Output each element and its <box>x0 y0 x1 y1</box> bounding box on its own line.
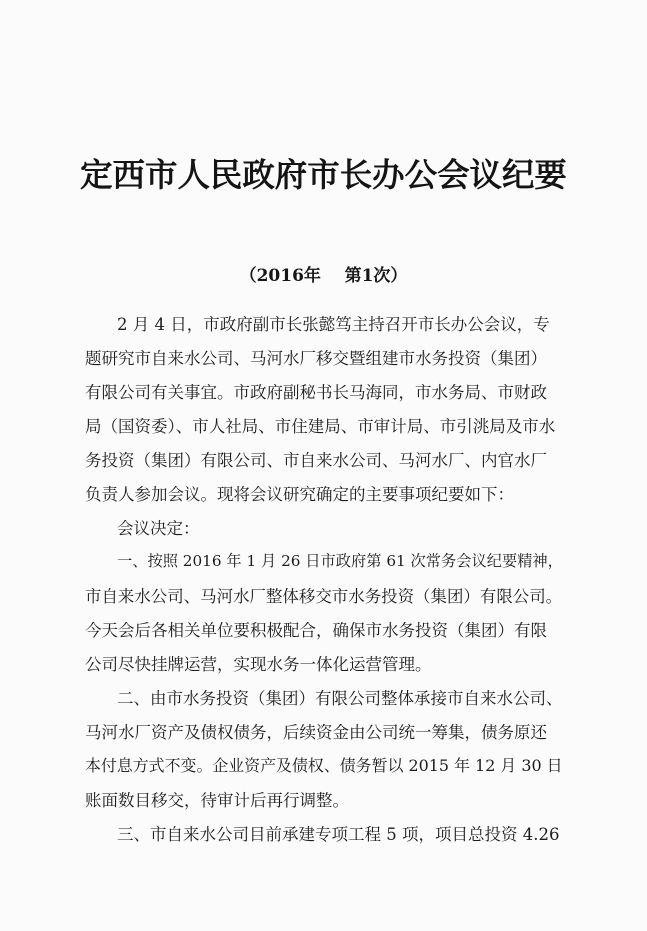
item-3-line-1: 三、市自来水公司目前承建专项工程 5 项，项目总投资 4.26 <box>117 825 560 844</box>
document-title: 定西市人民政府市长办公会议纪要 <box>80 156 567 194</box>
item-1-line-3: 今天会后各相关单位要积极配合，确保市水务投资（集团）有限 <box>85 621 547 640</box>
item-1-line-2: 市自来水公司、马河水厂整体移交市水务投资（集团）有限公司。 <box>85 587 563 606</box>
item-2-line-4: 账面数目移交，待审计后再行调整。 <box>85 791 349 810</box>
item-2-line-2: 马河水厂资产及债权债务，后续资金由公司统一筹集，债务原还 <box>85 723 547 742</box>
issue-number: （2016年 第1次） <box>239 266 408 286</box>
item-1-line-4: 公司尽快挂牌运营，实现水务一体化运营管理。 <box>85 655 432 674</box>
item-1-line-1: 一、按照 2016 年 1 月 26 日市政府第 61 次常务会议纪要精神， <box>117 552 563 570</box>
item-2-line-1: 二、由市水务投资（集团）有限公司整体承接市自来水公司、 <box>117 689 563 708</box>
decision-heading: 会议决定： <box>117 519 200 538</box>
intro-line-4: 局（国资委）、市人社局、市住建局、市审计局、市引洮局及市水 <box>85 417 556 436</box>
intro-line-3: 有限公司有关事宜。市政府副秘书长马海同，市水务局、市财政 <box>85 383 547 402</box>
intro-line-5: 务投资（集团）有限公司、市自来水公司、马河水厂、内官水厂 <box>85 451 547 470</box>
item-2-line-3: 本付息方式不变。企业资产及债权、债务暂以 2015 年 12 月 30 日 <box>85 756 563 775</box>
intro-line-6: 负责人参加会议。现将会议研究确定的主要事项纪要如下： <box>85 485 514 504</box>
intro-line-2: 题研究市自来水公司、马河水厂移交暨组建市水务投资（集团） <box>85 349 547 368</box>
intro-line-1: 2 月 4 日，市政府副市长张懿笃主持召开市长办公会议，专 <box>117 315 550 334</box>
